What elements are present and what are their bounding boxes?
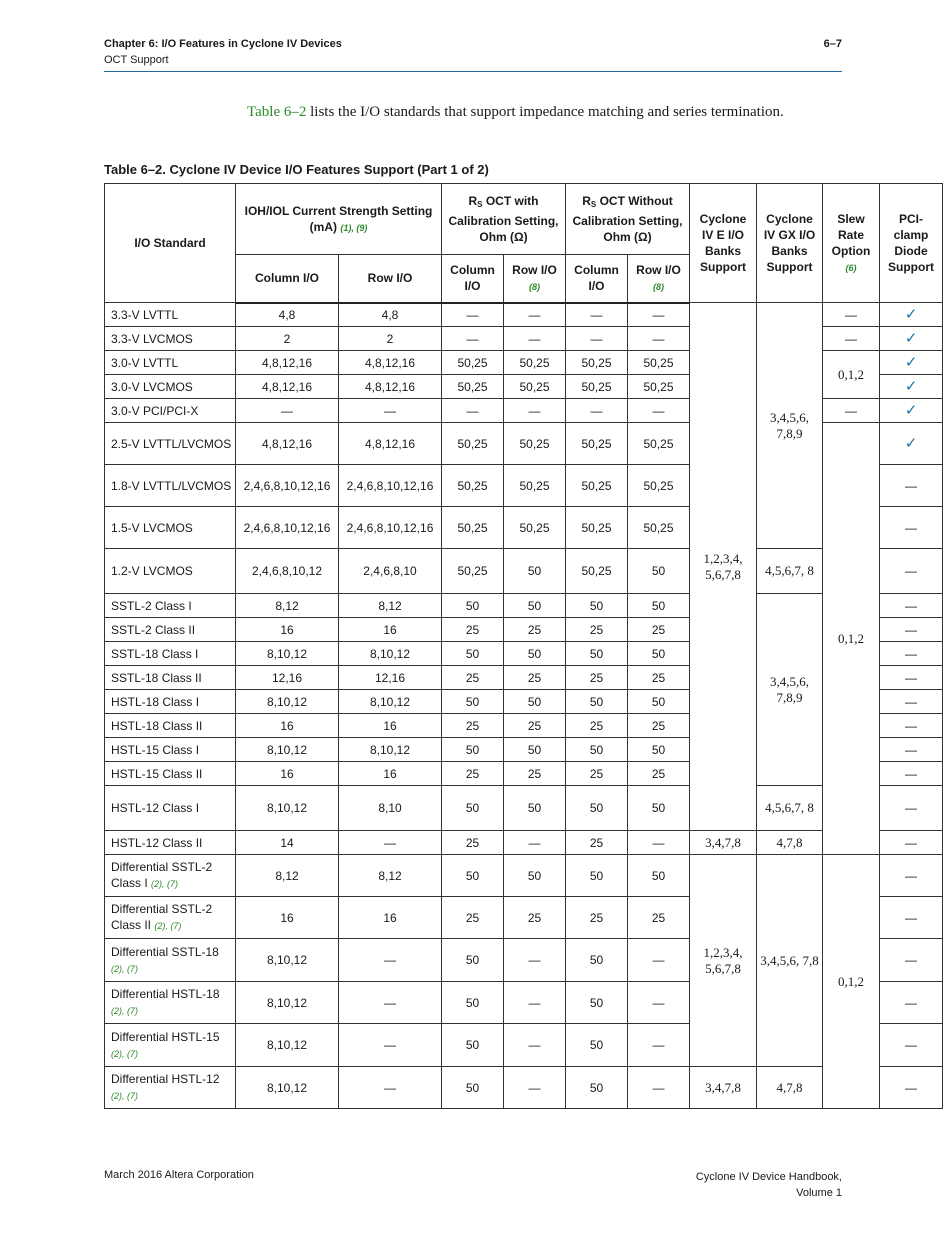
oct-with-column-cell: 50 (442, 594, 504, 618)
table-row (105, 303, 943, 327)
table-row (105, 594, 943, 618)
footnote-ref[interactable]: (2), (7) (111, 1048, 138, 1059)
oct-without-column-cell: 25 (566, 897, 628, 939)
table-row (105, 831, 943, 855)
pci-clamp-cell: — (880, 831, 943, 855)
io-standard-cell: Differential HSTL-12 (2), (7) (105, 1067, 236, 1109)
check-icon: ✓ (880, 375, 943, 399)
oct-with-column-cell: 50 (442, 1024, 504, 1067)
footnote-ref[interactable]: (2), (7) (111, 1006, 138, 1016)
io-standard-cell: 3.3-V LVTTL (105, 303, 236, 327)
pci-clamp-cell: — (880, 1067, 943, 1109)
current-strength-column-cell: 8,12 (236, 855, 339, 897)
oct-without-column-cell: 50 (566, 939, 628, 982)
oct-without-column-cell: 50 (566, 786, 628, 831)
header-oct-without-column-io: Column I/O (566, 255, 628, 303)
current-strength-row-cell: 16 (339, 714, 442, 738)
oct-with-column-cell: 50,25 (442, 351, 504, 375)
oct-with-row-cell: 50,25 (504, 351, 566, 375)
pci-clamp-cell: — (880, 762, 943, 786)
io-standard-cell: SSTL-18 Class I (105, 642, 236, 666)
pci-clamp-cell: — (880, 507, 943, 549)
io-standard-cell: 3.0-V LVCMOS (105, 375, 236, 399)
header-current-strength-notes[interactable]: (1), (9) (340, 222, 368, 233)
pci-clamp-cell: — (880, 666, 943, 690)
io-standard-cell: Differential HSTL-15 (2), (7) (105, 1024, 236, 1067)
current-strength-row-cell: — (339, 1067, 442, 1109)
oct-without-row-cell: 50 (628, 642, 690, 666)
header-oct-with-column-io: Column I/O (442, 255, 504, 303)
oct-with-row-cell: — (504, 399, 566, 423)
slew-rate-cell: 0,1,2 (823, 351, 880, 399)
oct-without-column-cell: 50 (566, 982, 628, 1024)
oct-without-row-cell: 50,25 (628, 423, 690, 465)
oct-with-column-cell: 25 (442, 618, 504, 642)
pci-clamp-cell: — (880, 690, 943, 714)
current-strength-column-cell: 2,4,6,8,10,12,16 (236, 507, 339, 549)
chapter-title: Chapter 6: I/O Features in Cyclone IV Devices (104, 38, 342, 50)
oct-with-column-cell: 50 (442, 855, 504, 897)
oct-with-column-cell: 25 (442, 897, 504, 939)
current-strength-column-cell: — (236, 399, 339, 423)
slew-rate-cell: 0,1,2 (823, 423, 880, 855)
table-row (105, 549, 943, 594)
oct-with-column-cell: — (442, 303, 504, 327)
header-slew-rate: Slew Rate Option (6) (823, 184, 880, 303)
oct-without-column-cell: 50 (566, 1024, 628, 1067)
oct-with-column-cell: 50,25 (442, 375, 504, 399)
oct-without-row-cell: 25 (628, 618, 690, 642)
current-strength-row-cell: 4,8 (339, 303, 442, 327)
footer-handbook: Cyclone IV Device Handbook, Volume 1 (695, 1171, 842, 1199)
header-column-io: Column I/O (236, 255, 339, 303)
oct-without-row-cell: — (628, 327, 690, 351)
io-standard-cell: Differential SSTL-18 (2), (7) (105, 939, 236, 982)
pci-clamp-cell: — (880, 897, 943, 939)
header-oct-with-row-io: Row I/O (8) (504, 255, 566, 303)
intro-paragraph (247, 102, 827, 122)
oct-with-column-cell: 25 (442, 714, 504, 738)
oct-with-column-cell: 50,25 (442, 507, 504, 549)
oct-with-row-cell: 50 (504, 855, 566, 897)
oct-without-row-cell: — (628, 303, 690, 327)
header-pci-clamp: PCI-clamp Diode Support (880, 184, 943, 303)
oct-without-column-cell: — (566, 399, 628, 423)
current-strength-column-cell: 16 (236, 618, 339, 642)
oct-without-column-cell: 25 (566, 618, 628, 642)
current-strength-column-cell: 8,10,12 (236, 786, 339, 831)
io-standard-cell: HSTL-15 Class II (105, 762, 236, 786)
header-slew-rate-note[interactable]: (6) (845, 262, 857, 273)
oct-with-row-cell: — (504, 939, 566, 982)
oct-without-column-cell: 50 (566, 855, 628, 897)
io-standard-cell: Differential SSTL-2 Class II (2), (7) (105, 897, 236, 939)
io-standard-cell: HSTL-12 Class II (105, 831, 236, 855)
current-strength-column-cell: 8,10,12 (236, 1067, 339, 1109)
header-row-io: Row I/O (339, 255, 442, 303)
oct-without-column-cell: 50 (566, 1067, 628, 1109)
oct-with-row-cell: 50,25 (504, 423, 566, 465)
check-icon: ✓ (880, 351, 943, 375)
current-strength-row-cell: 8,10 (339, 786, 442, 831)
oct-without-column-cell: 25 (566, 762, 628, 786)
oct-with-row-cell: — (504, 1024, 566, 1067)
pci-clamp-cell: — (880, 465, 943, 507)
cyclone-gx-banks-cell: 4,5,6,7, 8 (757, 549, 823, 594)
current-strength-column-cell: 8,10,12 (236, 1024, 339, 1067)
oct-without-row-cell: 50 (628, 786, 690, 831)
current-strength-column-cell: 16 (236, 762, 339, 786)
cyclone-e-banks-cell: 1,2,3,4, 5,6,7,8 (690, 855, 757, 1067)
oct-without-row-cell: 25 (628, 762, 690, 786)
oct-without-column-cell: 50,25 (566, 549, 628, 594)
current-strength-column-cell: 12,16 (236, 666, 339, 690)
current-strength-column-cell: 2 (236, 327, 339, 351)
oct-with-column-cell: 50 (442, 939, 504, 982)
slew-rate-cell: — (823, 399, 880, 423)
table-reference-link[interactable]: Table 6–2 (247, 104, 307, 120)
oct-with-row-cell: 50,25 (504, 507, 566, 549)
current-strength-row-cell: — (339, 1024, 442, 1067)
oct-without-row-cell: 50,25 (628, 375, 690, 399)
header-oct-without-calibration: $R_S$ OCT Without Calibration Setting, Ohm (Ω) (566, 184, 690, 255)
check-icon: ✓ (880, 303, 943, 327)
oct-with-row-cell: 25 (504, 897, 566, 939)
oct-without-row-cell: — (628, 1024, 690, 1067)
oct-without-column-cell: 50,25 (566, 423, 628, 465)
io-standard-cell: 3.0-V LVTTL (105, 351, 236, 375)
oct-with-row-cell: 25 (504, 762, 566, 786)
current-strength-column-cell: 2,4,6,8,10,12,16 (236, 465, 339, 507)
current-strength-column-cell: 4,8,12,16 (236, 423, 339, 465)
oct-with-row-cell: 25 (504, 666, 566, 690)
oct-with-row-cell: — (504, 831, 566, 855)
section-title: OCT Support (104, 54, 169, 66)
pci-clamp-cell: — (880, 939, 943, 982)
io-standard-cell: HSTL-15 Class I (105, 738, 236, 762)
pci-clamp-cell: — (880, 855, 943, 897)
current-strength-row-cell: 2 (339, 327, 442, 351)
io-standard-cell: 1.8-V LVTTL/LVCMOS (105, 465, 236, 507)
io-standard-cell: 1.5-V LVCMOS (105, 507, 236, 549)
check-icon: ✓ (880, 423, 943, 465)
page-number: 6–7 (823, 38, 842, 50)
oct-without-row-cell: — (628, 939, 690, 982)
current-strength-row-cell: 8,10,12 (339, 690, 442, 714)
io-standard-cell: 1.2-V LVCMOS (105, 549, 236, 594)
cyclone-e-banks-cell: 1,2,3,4, 5,6,7,8 (690, 303, 757, 831)
oct-with-row-cell: 50,25 (504, 465, 566, 507)
oct-without-row-cell: 25 (628, 714, 690, 738)
oct-without-column-cell: — (566, 303, 628, 327)
header-cyclone-e-banks: Cyclone IV E I/O Banks Support (690, 184, 757, 303)
pci-clamp-cell: — (880, 714, 943, 738)
oct-with-column-cell: 50,25 (442, 465, 504, 507)
oct-without-row-cell: — (628, 982, 690, 1024)
footnote-ref[interactable]: (2), (7) (111, 1091, 138, 1101)
check-icon: ✓ (880, 327, 943, 351)
oct-with-row-cell: 50 (504, 786, 566, 831)
oct-without-column-cell: 50,25 (566, 507, 628, 549)
current-strength-row-cell: 16 (339, 618, 442, 642)
cyclone-e-banks-cell: 3,4,7,8 (690, 831, 757, 855)
table-row (105, 855, 943, 897)
footnote-ref[interactable]: (2), (7) (151, 879, 179, 889)
oct-with-row-cell: 25 (504, 618, 566, 642)
header-oct-without-row-io: Row I/O (8) (628, 255, 690, 303)
cyclone-gx-banks-cell: 4,5,6,7, 8 (757, 786, 823, 831)
check-icon: ✓ (880, 399, 943, 423)
table-caption: Table 6–2. Cyclone IV Device I/O Features Support (Part 1 of 2) (104, 162, 489, 177)
current-strength-column-cell: 16 (236, 897, 339, 939)
cyclone-gx-banks-cell: 4,7,8 (757, 1067, 823, 1109)
slew-rate-cell: — (823, 327, 880, 351)
oct-with-column-cell: — (442, 327, 504, 351)
current-strength-column-cell: 8,10,12 (236, 982, 339, 1024)
oct-without-row-cell: 50,25 (628, 351, 690, 375)
current-strength-column-cell: 4,8,12,16 (236, 351, 339, 375)
footer-date-publisher: March 2016 Altera Corporation (104, 1169, 254, 1181)
io-standard-cell: 3.3-V LVCMOS (105, 327, 236, 351)
cyclone-gx-banks-cell: 3,4,5,6, 7,8,9 (757, 594, 823, 786)
oct-without-column-cell: — (566, 327, 628, 351)
current-strength-row-cell: — (339, 831, 442, 855)
current-strength-column-cell: 16 (236, 714, 339, 738)
current-strength-column-cell: 2,4,6,8,10,12 (236, 549, 339, 594)
cyclone-gx-banks-cell: 4,7,8 (757, 831, 823, 855)
current-strength-column-cell: 4,8 (236, 303, 339, 327)
io-standard-cell: HSTL-12 Class I (105, 786, 236, 831)
oct-without-column-cell: 25 (566, 714, 628, 738)
current-strength-row-cell: — (339, 939, 442, 982)
table-row (105, 1067, 943, 1109)
header-io-standard: I/O Standard (105, 184, 236, 303)
oct-without-row-cell: 50 (628, 738, 690, 762)
io-standard-cell: SSTL-2 Class I (105, 594, 236, 618)
oct-with-row-cell: — (504, 327, 566, 351)
pci-clamp-cell: — (880, 594, 943, 618)
oct-without-row-cell: 50 (628, 549, 690, 594)
oct-with-column-cell: 50 (442, 642, 504, 666)
io-features-table (104, 183, 943, 1109)
oct-with-row-cell: 50 (504, 594, 566, 618)
pci-clamp-cell: — (880, 786, 943, 831)
oct-with-row-cell: — (504, 303, 566, 327)
oct-with-column-cell: 25 (442, 666, 504, 690)
oct-without-column-cell: 50 (566, 738, 628, 762)
io-standard-cell: SSTL-18 Class II (105, 666, 236, 690)
current-strength-row-cell: 4,8,12,16 (339, 351, 442, 375)
oct-with-column-cell: 50 (442, 1067, 504, 1109)
pci-clamp-cell: — (880, 982, 943, 1024)
oct-with-row-cell: 50,25 (504, 375, 566, 399)
oct-without-column-cell: 50,25 (566, 375, 628, 399)
io-standard-cell: 3.0-V PCI/PCI-X (105, 399, 236, 423)
current-strength-row-cell: 16 (339, 762, 442, 786)
current-strength-row-cell: — (339, 399, 442, 423)
oct-with-row-cell: 50 (504, 549, 566, 594)
intro-text: lists the I/O standards that support impedance matching and series termination. (306, 104, 784, 120)
oct-with-column-cell: 50 (442, 786, 504, 831)
current-strength-row-cell: 12,16 (339, 666, 442, 690)
cyclone-gx-banks-cell: 3,4,5,6, 7,8,9 (757, 303, 823, 549)
current-strength-column-cell: 14 (236, 831, 339, 855)
current-strength-column-cell: 8,10,12 (236, 642, 339, 666)
oct-without-row-cell: 50 (628, 594, 690, 618)
oct-without-row-cell: — (628, 831, 690, 855)
oct-with-column-cell: 50 (442, 690, 504, 714)
current-strength-row-cell: 2,4,6,8,10 (339, 549, 442, 594)
oct-with-column-cell: 25 (442, 831, 504, 855)
cyclone-gx-banks-cell: 3,4,5,6, 7,8 (757, 855, 823, 1067)
footnote-ref[interactable]: (2), (7) (154, 921, 182, 931)
current-strength-row-cell: 2,4,6,8,10,12,16 (339, 507, 442, 549)
oct-without-column-cell: 25 (566, 831, 628, 855)
pci-clamp-cell: — (880, 738, 943, 762)
io-standard-cell: HSTL-18 Class II (105, 714, 236, 738)
oct-without-column-cell: 50 (566, 642, 628, 666)
oct-with-row-cell: — (504, 982, 566, 1024)
slew-rate-cell: 0,1,2 (823, 855, 880, 1109)
oct-without-row-cell: 50 (628, 855, 690, 897)
current-strength-column-cell: 8,10,12 (236, 690, 339, 714)
oct-with-row-cell: 25 (504, 714, 566, 738)
pci-clamp-cell: — (880, 549, 943, 594)
current-strength-row-cell: 8,10,12 (339, 642, 442, 666)
current-strength-column-cell: 8,10,12 (236, 939, 339, 982)
current-strength-row-cell: 16 (339, 897, 442, 939)
oct-with-row-cell: 50 (504, 738, 566, 762)
current-strength-column-cell: 8,10,12 (236, 738, 339, 762)
io-standard-cell: Differential HSTL-18 (2), (7) (105, 982, 236, 1024)
oct-without-column-cell: 50 (566, 594, 628, 618)
footnote-ref[interactable]: (2), (7) (111, 963, 138, 974)
oct-without-column-cell: 50 (566, 690, 628, 714)
pci-clamp-cell: — (880, 642, 943, 666)
current-strength-row-cell: 8,10,12 (339, 738, 442, 762)
oct-without-column-cell: 25 (566, 666, 628, 690)
io-standard-cell: SSTL-2 Class II (105, 618, 236, 642)
slew-rate-cell: — (823, 303, 880, 327)
current-strength-row-cell: 8,12 (339, 594, 442, 618)
oct-without-row-cell: — (628, 1067, 690, 1109)
oct-with-row-cell: 50 (504, 690, 566, 714)
oct-without-column-cell: 50,25 (566, 465, 628, 507)
current-strength-column-cell: 4,8,12,16 (236, 375, 339, 399)
current-strength-column-cell: 8,12 (236, 594, 339, 618)
header-rule (104, 71, 842, 72)
oct-without-row-cell: — (628, 399, 690, 423)
oct-with-column-cell: 50 (442, 738, 504, 762)
io-standard-cell: Differential SSTL-2 Class I (2), (7) (105, 855, 236, 897)
header-cyclone-gx-banks: Cyclone IV GX I/O Banks Support (757, 184, 823, 303)
current-strength-row-cell: 4,8,12,16 (339, 375, 442, 399)
oct-with-row-cell: 50 (504, 642, 566, 666)
io-standard-cell: HSTL-18 Class I (105, 690, 236, 714)
table-row (105, 786, 943, 831)
oct-without-row-cell: 25 (628, 666, 690, 690)
pci-clamp-cell: — (880, 618, 943, 642)
oct-with-column-cell: 50 (442, 982, 504, 1024)
oct-with-column-cell: 50,25 (442, 549, 504, 594)
oct-with-column-cell: 25 (442, 762, 504, 786)
oct-without-column-cell: 50,25 (566, 351, 628, 375)
current-strength-row-cell: 2,4,6,8,10,12,16 (339, 465, 442, 507)
header-current-strength: IOH/IOL Current Strength Setting (mA) (1), (9) (236, 184, 442, 255)
oct-without-row-cell: 25 (628, 897, 690, 939)
oct-with-column-cell: — (442, 399, 504, 423)
oct-with-column-cell: 50,25 (442, 423, 504, 465)
current-strength-row-cell: 8,12 (339, 855, 442, 897)
current-strength-row-cell: 4,8,12,16 (339, 423, 442, 465)
cyclone-e-banks-cell: 3,4,7,8 (690, 1067, 757, 1109)
pci-clamp-cell: — (880, 1024, 943, 1067)
oct-with-row-cell: — (504, 1067, 566, 1109)
oct-without-row-cell: 50 (628, 690, 690, 714)
header-oct-with-calibration: $R_S$ OCT with Calibration Setting, Ohm (Ω) (442, 184, 566, 255)
oct-without-row-cell: 50,25 (628, 507, 690, 549)
oct-without-row-cell: 50,25 (628, 465, 690, 507)
io-standard-cell: 2.5-V LVTTL/LVCMOS (105, 423, 236, 465)
current-strength-row-cell: — (339, 982, 442, 1024)
